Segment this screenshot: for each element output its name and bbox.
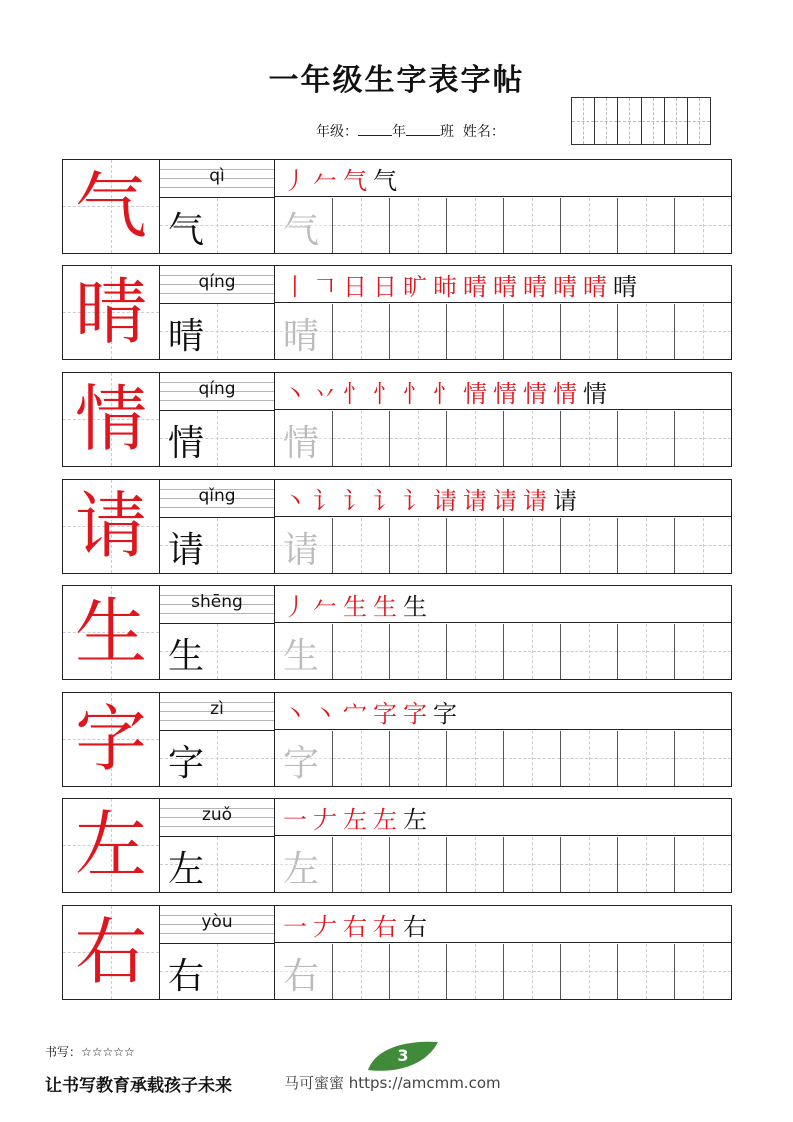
model-char: 生 (74, 590, 147, 674)
page-number-leaf (366, 1040, 440, 1074)
practice-cell[interactable] (504, 411, 561, 466)
stroke-step: 丶 (283, 699, 307, 728)
stroke-step: 日 (343, 272, 367, 301)
stroke-step: 𠃍 (313, 272, 337, 301)
stroke-step: 气 (373, 166, 397, 195)
stroke-step: 丨 (283, 272, 307, 301)
char-row (62, 798, 732, 893)
stroke-step: 晴 (463, 272, 487, 301)
stroke-step: 情 (523, 379, 547, 408)
meta-line (316, 121, 505, 141)
practice-cell[interactable] (390, 731, 447, 786)
practice-cell[interactable] (447, 304, 504, 359)
stroke-step: 丿 (283, 166, 307, 195)
stroke-step: 请 (553, 486, 577, 515)
model-char-box (63, 160, 160, 253)
practice-cell[interactable] (561, 624, 618, 679)
sample-char: 情 (168, 423, 205, 464)
practice-cell[interactable] (504, 731, 561, 786)
stroke-step: 左 (373, 805, 397, 834)
practice-cell[interactable] (675, 624, 731, 679)
stroke-step: 晴 (613, 272, 637, 301)
trace-char: 左 (283, 849, 320, 890)
stroke-step: 一 (283, 912, 307, 941)
model-char: 字 (74, 697, 147, 781)
model-char: 晴 (74, 270, 147, 354)
model-char-box (63, 266, 160, 359)
grade-label: 年级： (316, 124, 358, 140)
stroke-step: 晴 (583, 272, 607, 301)
stroke-step: 字 (403, 699, 427, 728)
stroke-step: 𠂇 (313, 912, 337, 941)
practice-cell[interactable] (504, 518, 561, 573)
practice-cell[interactable] (333, 411, 390, 466)
practice-cell[interactable] (333, 518, 390, 573)
stroke-step: 𠂉 (313, 166, 337, 195)
stroke-step: 左 (343, 805, 367, 834)
sample-char: 字 (168, 743, 205, 784)
pinyin-box (160, 693, 275, 731)
practice-cell[interactable] (504, 944, 561, 999)
stroke-step: 请 (523, 486, 547, 515)
class-label: 班 (440, 124, 454, 140)
page-title: 一年级生字表字帖 (268, 63, 525, 98)
stroke-step: 讠 (313, 486, 337, 515)
trace-char-box[interactable] (275, 198, 333, 253)
trace-char: 情 (283, 423, 320, 464)
practice-cell[interactable] (333, 304, 390, 359)
stroke-step: 昁 (433, 272, 457, 301)
sample-char-box (160, 518, 275, 573)
practice-cell[interactable] (675, 731, 731, 786)
stroke-step: 丶 (283, 379, 307, 408)
pinyin-box (160, 480, 275, 518)
char-row (62, 159, 732, 254)
char-row (62, 585, 732, 680)
stroke-step: 丶 (283, 486, 307, 515)
sample-char-box (160, 411, 275, 466)
trace-char: 请 (283, 530, 320, 571)
practice-cell[interactable] (390, 518, 447, 573)
model-char: 气 (74, 164, 147, 248)
pinyin: zuǒ (201, 805, 233, 825)
trace-char: 字 (283, 743, 320, 784)
stroke-step: 左 (403, 805, 427, 834)
stroke-step: 忄 (373, 379, 397, 408)
stroke-step: 一 (283, 805, 307, 834)
practice-cell[interactable] (618, 837, 675, 892)
name-box[interactable] (571, 97, 711, 145)
pinyin-box (160, 586, 275, 624)
practice-cell[interactable] (504, 837, 561, 892)
model-char-box (63, 480, 160, 573)
practice-cell[interactable] (390, 411, 447, 466)
sample-char-box (160, 624, 275, 679)
pinyin: qǐng (198, 486, 236, 506)
practice-cell[interactable] (618, 304, 675, 359)
model-char: 右 (74, 910, 147, 994)
stroke-step: 字 (433, 699, 457, 728)
stroke-order (275, 373, 731, 410)
stroke-step: 讠 (343, 486, 367, 515)
practice-cell[interactable] (447, 624, 504, 679)
practice-cell[interactable] (618, 198, 675, 253)
practice-cell[interactable] (504, 198, 561, 253)
sample-char-box (160, 304, 275, 359)
trace-char-box[interactable] (275, 304, 333, 359)
practice-grid[interactable] (333, 198, 731, 253)
stroke-step: 忄 (433, 379, 457, 408)
trace-char-box[interactable] (275, 731, 333, 786)
practice-cell[interactable] (675, 411, 731, 466)
pinyin: qíng (198, 272, 236, 292)
stroke-step: 晴 (553, 272, 577, 301)
stroke-step: 气 (343, 166, 367, 195)
grade-blank[interactable] (358, 123, 392, 136)
stroke-step: 右 (403, 912, 427, 941)
pinyin-box (160, 160, 275, 198)
sample-char: 请 (168, 530, 205, 571)
footer-slogan: 让书写教育承载孩子未来 (45, 1076, 232, 1096)
practice-cell[interactable] (618, 944, 675, 999)
year-label: 年 (392, 124, 406, 140)
practice-grid[interactable] (333, 944, 731, 999)
trace-char: 晴 (283, 316, 320, 357)
practice-cell[interactable] (561, 518, 618, 573)
sample-char-box (160, 198, 275, 253)
pinyin: yòu (201, 912, 233, 932)
trace-char-box[interactable] (275, 837, 333, 892)
model-char-box (63, 586, 160, 679)
practice-cell[interactable] (675, 518, 731, 573)
trace-char-box[interactable] (275, 624, 333, 679)
stroke-step: 右 (373, 912, 397, 941)
pinyin-box (160, 906, 275, 944)
sample-char-box (160, 731, 275, 786)
rating-stars: 书写：☆☆☆☆☆ (45, 1045, 135, 1059)
sample-char: 气 (168, 210, 205, 251)
stroke-order (275, 480, 731, 517)
practice-cell[interactable] (675, 837, 731, 892)
stroke-step: 忄 (403, 379, 427, 408)
stroke-order (275, 586, 731, 623)
trace-char-box[interactable] (275, 411, 333, 466)
model-char-box (63, 799, 160, 892)
sample-char: 生 (168, 636, 205, 677)
stroke-step: 忄 (343, 379, 367, 408)
footer-site: 马可蜜蜜 https://amcmm.com (284, 1074, 501, 1092)
practice-cell[interactable] (618, 411, 675, 466)
trace-char-box[interactable] (275, 518, 333, 573)
char-row (62, 479, 732, 574)
trace-char: 生 (283, 636, 320, 677)
trace-char-box[interactable] (275, 944, 333, 999)
practice-cell[interactable] (675, 304, 731, 359)
practice-grid[interactable] (333, 731, 731, 786)
class-blank[interactable] (406, 123, 440, 136)
practice-cell[interactable] (447, 731, 504, 786)
sample-char: 左 (168, 849, 205, 890)
model-char: 左 (74, 803, 147, 887)
model-char-box (63, 906, 160, 999)
practice-grid[interactable] (333, 837, 731, 892)
pinyin: qì (209, 166, 225, 186)
stroke-order (275, 266, 731, 303)
practice-cell[interactable] (333, 198, 390, 253)
pinyin-box (160, 266, 275, 304)
stroke-step: 情 (493, 379, 517, 408)
practice-cell[interactable] (447, 518, 504, 573)
practice-cell[interactable] (447, 198, 504, 253)
practice-grid[interactable] (333, 624, 731, 679)
stroke-step: 请 (493, 486, 517, 515)
practice-cell[interactable] (618, 731, 675, 786)
char-row (62, 905, 732, 1000)
stroke-step: 宀 (343, 699, 367, 728)
practice-cell[interactable] (675, 198, 731, 253)
stroke-step: 𠂇 (313, 805, 337, 834)
practice-cell[interactable] (333, 837, 390, 892)
stroke-step: 晴 (523, 272, 547, 301)
stroke-step: 字 (373, 699, 397, 728)
sample-char-box (160, 837, 275, 892)
practice-cell[interactable] (561, 944, 618, 999)
stroke-step: 丷 (313, 379, 337, 408)
stroke-step: 日 (373, 272, 397, 301)
model-char-box (63, 373, 160, 466)
practice-cell[interactable] (390, 944, 447, 999)
stroke-step: 生 (373, 592, 397, 621)
practice-cell[interactable] (390, 624, 447, 679)
sample-char: 右 (168, 956, 205, 997)
practice-cell[interactable] (561, 837, 618, 892)
practice-cell[interactable] (618, 624, 675, 679)
practice-cell[interactable] (675, 944, 731, 999)
stroke-step: 讠 (373, 486, 397, 515)
char-row (62, 372, 732, 467)
stroke-order (275, 693, 731, 730)
stroke-step: 讠 (403, 486, 427, 515)
practice-grid[interactable] (333, 304, 731, 359)
page-number: 3 (397, 1046, 409, 1065)
stroke-step: 情 (553, 379, 577, 408)
practice-cell[interactable] (447, 411, 504, 466)
practice-cell[interactable] (561, 304, 618, 359)
practice-cell[interactable] (618, 518, 675, 573)
model-char: 请 (74, 484, 147, 568)
sample-char: 晴 (168, 316, 205, 357)
stroke-step: 情 (463, 379, 487, 408)
practice-cell[interactable] (561, 411, 618, 466)
practice-cell[interactable] (561, 198, 618, 253)
char-row (62, 692, 732, 787)
pinyin: shēng (191, 592, 243, 612)
practice-cell[interactable] (390, 198, 447, 253)
stroke-step: 晴 (493, 272, 517, 301)
stroke-step: 请 (463, 486, 487, 515)
practice-cell[interactable] (333, 624, 390, 679)
practice-cell[interactable] (333, 944, 390, 999)
practice-cell[interactable] (447, 944, 504, 999)
practice-cell[interactable] (390, 837, 447, 892)
char-row (62, 265, 732, 360)
stroke-step: 生 (403, 592, 427, 621)
model-char-box (63, 693, 160, 786)
trace-char: 气 (283, 210, 320, 251)
practice-cell[interactable] (561, 731, 618, 786)
stroke-step: 右 (343, 912, 367, 941)
practice-cell[interactable] (504, 624, 561, 679)
practice-cell[interactable] (447, 837, 504, 892)
practice-grid[interactable] (333, 518, 731, 573)
pinyin: qíng (198, 379, 236, 399)
sample-char-box (160, 944, 275, 999)
model-char: 情 (74, 377, 147, 461)
stroke-step: 请 (433, 486, 457, 515)
stroke-step: 生 (343, 592, 367, 621)
stroke-step: 𠂉 (313, 592, 337, 621)
stroke-order (275, 799, 731, 836)
practice-cell[interactable] (504, 304, 561, 359)
name-label: 姓名： (462, 124, 505, 140)
practice-cell[interactable] (390, 304, 447, 359)
pinyin: zì (210, 699, 224, 719)
stroke-step: 情 (583, 379, 607, 408)
trace-char: 右 (283, 956, 320, 997)
stroke-step: 旷 (403, 272, 427, 301)
stroke-order (275, 906, 731, 943)
practice-cell[interactable] (333, 731, 390, 786)
pinyin-box (160, 373, 275, 411)
stroke-step: 丶 (313, 699, 337, 728)
stroke-step: 丿 (283, 592, 307, 621)
practice-grid[interactable] (333, 411, 731, 466)
pinyin-box (160, 799, 275, 837)
stroke-order (275, 160, 731, 197)
